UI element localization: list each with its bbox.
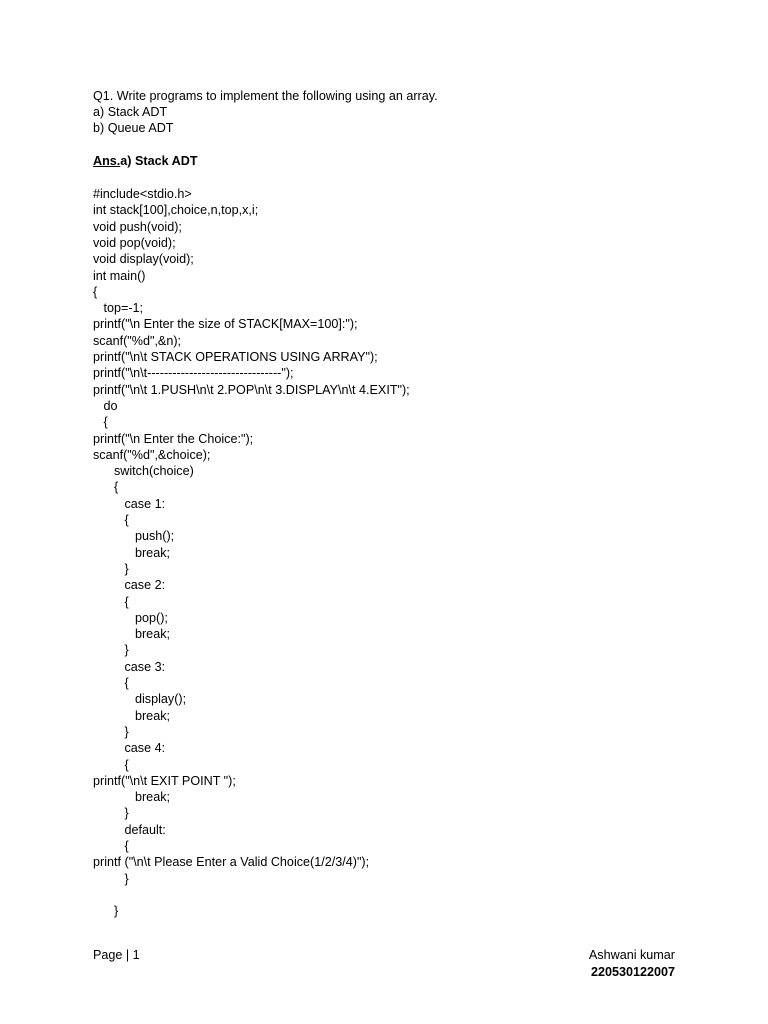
code-line: { (93, 839, 129, 853)
code-line: printf("\n\t 1.PUSH\n\t 2.POP\n\t 3.DISPLAY\n\t 4.EXIT"); (93, 382, 410, 397)
code-line: void display(void); (93, 252, 194, 267)
code-line: printf("\n Enter the size of STACK[MAX=100]:"); (93, 317, 358, 332)
question-title: Q1. Write programs to implement the following using an array. (93, 89, 438, 103)
code-line: switch(choice) (93, 464, 194, 479)
code-line: printf("\n\t--------------------------------"); (93, 366, 294, 381)
code-line: printf("\n\t EXIT POINT "); (93, 773, 236, 788)
code-line: #include<stdio.h> (93, 187, 192, 201)
code-line: { (93, 480, 119, 495)
code-line: printf("\n\t STACK OPERATIONS USING ARRAY"); (93, 350, 378, 364)
code-line: case 3: (93, 659, 166, 674)
code-line: } (93, 643, 129, 658)
code-line: } (93, 904, 119, 919)
answer-prefix: Ans. (93, 154, 121, 168)
author-name: Ashwani kumar (588, 948, 675, 962)
code-line: case 4: (93, 741, 166, 756)
code-line: top=-1; (93, 301, 144, 316)
code-line: int stack[100],choice,n,top,x,i; (93, 203, 259, 218)
code-line: { (93, 594, 129, 609)
code-line: default: (93, 822, 166, 837)
answer-heading-text: a) Stack ADT (120, 154, 198, 168)
code-line: { (93, 757, 129, 772)
code-line: break; (93, 708, 170, 723)
code-line: display(); (93, 692, 187, 707)
roll-number: 220530122007 (590, 965, 675, 979)
code-line: } (93, 806, 129, 821)
page-number: Page | 1 (93, 948, 140, 962)
code-line: { (93, 676, 129, 690)
code-line: void pop(void); (93, 235, 176, 250)
code-line: break; (93, 545, 170, 560)
code-line: { (93, 513, 129, 527)
code-line: scanf("%d",&choice); (93, 447, 211, 462)
footer-author-block (589, 947, 675, 981)
answer-heading (93, 153, 198, 169)
code-line: } (93, 724, 129, 739)
code-line: scanf("%d",&n); (93, 333, 182, 348)
code-line: int main() (93, 268, 146, 283)
code-line: break; (93, 627, 170, 642)
code-line: case 2: (93, 578, 166, 593)
question-part-b: b) Queue ADT (93, 121, 174, 135)
code-line: { (93, 415, 108, 430)
code-line: case 1: (93, 496, 166, 511)
code-line: do (93, 398, 118, 413)
code-line: push(); (93, 529, 175, 544)
question-part-a: a) Stack ADT (93, 105, 168, 119)
code-line: } (93, 871, 129, 886)
code-line: break; (93, 790, 170, 805)
code-line: printf ("\n\t Please Enter a Valid Choice(1/2/3/4)"); (93, 855, 370, 870)
code-line: void push(void); (93, 219, 182, 234)
code-line: pop(); (93, 610, 168, 625)
code-line: } (93, 561, 129, 576)
code-line: printf("\n Enter the Choice:"); (93, 431, 254, 446)
code-line: { (93, 284, 98, 299)
